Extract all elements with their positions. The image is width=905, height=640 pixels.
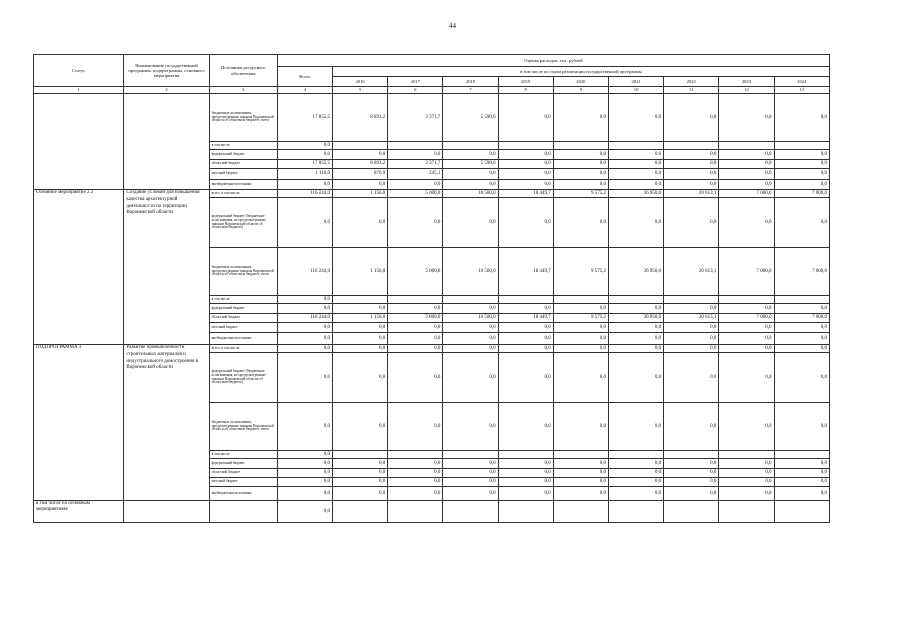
amount-cell: 0,0	[277, 487, 332, 501]
block-name	[124, 94, 209, 190]
amount-cell: 0,0	[553, 403, 608, 451]
amount-cell: 0,0	[553, 150, 608, 160]
amount-cell: 0,0	[774, 323, 829, 333]
amount-cell: 0,0	[608, 469, 663, 478]
amount-cell: 0,0	[553, 353, 608, 403]
amount-cell: 0,0	[277, 180, 332, 190]
amount-cell: 5 000,0	[388, 190, 443, 198]
amount-cell: 0,0	[443, 353, 498, 403]
amount-cell: 0,0	[774, 304, 829, 314]
amount-cell	[553, 501, 608, 523]
amount-cell	[388, 501, 443, 523]
amount-cell: 20 613,1	[664, 190, 719, 198]
amount-cell: 0,0	[388, 469, 443, 478]
funding-source: в том числе:	[209, 142, 277, 150]
funding-source: внебюджетные источники	[209, 180, 277, 190]
amount-cell: 1 156,0	[333, 190, 388, 198]
amount-cell: 0,0	[774, 487, 829, 501]
amount-cell: 10 500,0	[443, 190, 498, 198]
amount-cell: 0,0	[719, 323, 774, 333]
amount-cell: 0,0	[443, 198, 498, 248]
amount-cell	[388, 142, 443, 150]
amount-cell: 0,0	[277, 345, 332, 353]
header-column-number: 2	[124, 87, 209, 94]
amount-cell	[498, 142, 553, 150]
amount-cell: 0,0	[719, 478, 774, 487]
amount-cell: 0,0	[333, 478, 388, 487]
amount-cell: 0,0	[608, 150, 663, 160]
amount-cell: 0,0	[774, 160, 829, 169]
header-year: 2020	[553, 77, 608, 87]
amount-cell: 9 575,2	[553, 314, 608, 323]
amount-cell: 17 855,5	[277, 160, 332, 169]
amount-cell: 0,0	[388, 323, 443, 333]
funding-source: внебюджетные источники	[209, 487, 277, 501]
amount-cell	[553, 296, 608, 304]
amount-cell: 0,0	[277, 353, 332, 403]
amount-cell: 0,0	[719, 169, 774, 180]
amount-cell: 0,0	[498, 478, 553, 487]
amount-cell: 1 156,0	[333, 314, 388, 323]
header-column-number: 5	[333, 87, 388, 94]
amount-cell: 9 575,2	[553, 190, 608, 198]
amount-cell: 0,0	[553, 160, 608, 169]
amount-cell: 0,0	[498, 333, 553, 345]
amount-cell: 0,0	[388, 478, 443, 487]
amount-cell: 0,0	[553, 469, 608, 478]
amount-cell: 36 950,0	[608, 248, 663, 296]
page-number: 44	[449, 22, 456, 30]
amount-cell: 0,0	[664, 478, 719, 487]
amount-cell: 0,0	[719, 94, 774, 142]
amount-cell: 0,0	[277, 150, 332, 160]
amount-cell: 0,0	[498, 180, 553, 190]
amount-cell: 0,0	[388, 333, 443, 345]
amount-cell: 18 449,7	[498, 314, 553, 323]
amount-cell	[553, 142, 608, 150]
amount-cell	[719, 142, 774, 150]
expenses-table	[33, 54, 830, 523]
amount-cell: 0,0	[277, 469, 332, 478]
amount-cell: 0,0	[388, 345, 443, 353]
funding-source: в том числе:	[209, 296, 277, 304]
amount-cell: 0,0	[664, 403, 719, 451]
amount-cell	[498, 501, 553, 523]
amount-cell: 7 000,0	[719, 248, 774, 296]
amount-cell: 0,0	[774, 94, 829, 142]
amount-cell: 0,0	[774, 353, 829, 403]
amount-cell: 0,0	[553, 459, 608, 469]
amount-cell: 0,0	[608, 323, 663, 333]
amount-cell: 8 893,2	[333, 94, 388, 142]
amount-cell	[719, 501, 774, 523]
amount-cell: 0,0	[443, 333, 498, 345]
amount-cell: 0,0	[388, 198, 443, 248]
amount-cell: 18 449,7	[498, 248, 553, 296]
amount-cell: 0,0	[553, 180, 608, 190]
amount-cell	[443, 501, 498, 523]
amount-cell: 0,0	[608, 304, 663, 314]
amount-cell: 0,0	[608, 198, 663, 248]
header-column-number: 10	[608, 87, 663, 94]
header-column-number: 3	[209, 87, 277, 94]
amount-cell	[664, 501, 719, 523]
amount-cell: 0,0	[719, 160, 774, 169]
amount-cell: 0,0	[443, 304, 498, 314]
amount-cell: 0,0	[719, 198, 774, 248]
header-column-number: 7	[443, 87, 498, 94]
amount-cell: 0,0	[608, 487, 663, 501]
amount-cell: 0,0	[774, 180, 829, 190]
amount-cell: 0,0	[443, 478, 498, 487]
amount-cell: 0,0	[774, 459, 829, 469]
amount-cell: 0,0	[664, 150, 719, 160]
amount-cell	[774, 501, 829, 523]
amount-cell	[498, 296, 553, 304]
amount-cell: 0,0	[498, 304, 553, 314]
funding-source: федеральный бюджет (бюджетные ассигнования, не предусмотренные законом Воронежской области об областном бюджете)	[209, 198, 277, 248]
amount-cell	[443, 451, 498, 459]
amount-cell: 116 244,0	[277, 190, 332, 198]
amount-cell: 0,0	[443, 150, 498, 160]
amount-cell: 0,0	[333, 403, 388, 451]
amount-cell: 0,0	[664, 169, 719, 180]
amount-cell: 3 371,7	[388, 94, 443, 142]
header-name: Наименование государственной программы, подпрограммы, основного мероприятия	[124, 55, 209, 87]
header-year: 2024	[774, 77, 829, 87]
amount-cell: 0,0	[553, 94, 608, 142]
amount-cell: 0,0	[719, 304, 774, 314]
amount-cell: 0,0	[664, 160, 719, 169]
amount-cell: 0,0	[277, 142, 332, 150]
header-column-number: 13	[774, 87, 829, 94]
amount-cell: 7 000,0	[719, 314, 774, 323]
amount-cell	[719, 451, 774, 459]
amount-cell	[553, 451, 608, 459]
amount-cell: 0,0	[719, 487, 774, 501]
amount-cell: 10 500,0	[443, 314, 498, 323]
amount-cell: 0,0	[443, 180, 498, 190]
funding-source: бюджетные ассигнования, предусмотренные законом Воронежской области об областном бюджете, всего	[209, 248, 277, 296]
amount-cell: 116 244,0	[277, 248, 332, 296]
amount-cell: 0,0	[719, 459, 774, 469]
table-row	[34, 501, 830, 523]
amount-cell: 5 000,0	[388, 248, 443, 296]
amount-cell: 0,0	[333, 333, 388, 345]
amount-cell: 0,0	[443, 345, 498, 353]
amount-cell: 0,0	[498, 150, 553, 160]
header-column-number: 1	[34, 87, 124, 94]
amount-cell: 0,0	[719, 345, 774, 353]
header-estimate: Оценка расходов, тыс. рублей	[277, 55, 829, 67]
amount-cell: 0,0	[277, 323, 332, 333]
amount-cell: 17 855,5	[277, 94, 332, 142]
amount-cell	[333, 296, 388, 304]
funding-source: областной бюджет	[209, 469, 277, 478]
amount-cell: 0,0	[774, 403, 829, 451]
amount-cell: 0,0	[388, 353, 443, 403]
amount-cell: 0,0	[664, 94, 719, 142]
amount-cell: 0,0	[277, 198, 332, 248]
amount-cell: 0,0	[498, 353, 553, 403]
amount-cell: 7 000,0	[719, 190, 774, 198]
amount-cell: 7 000,0	[774, 314, 829, 323]
amount-cell: 0,0	[719, 353, 774, 403]
amount-cell: 0,0	[333, 150, 388, 160]
amount-cell	[664, 296, 719, 304]
amount-cell: 0,0	[443, 469, 498, 478]
amount-cell	[498, 451, 553, 459]
amount-cell: 245,1	[388, 169, 443, 180]
amount-cell: 0,0	[553, 198, 608, 248]
amount-cell: 0,0	[553, 333, 608, 345]
block-name	[124, 501, 209, 523]
header-column-number: 4	[277, 87, 332, 94]
amount-cell: 3 371,7	[388, 160, 443, 169]
amount-cell: 0,0	[333, 345, 388, 353]
amount-cell: 870,9	[333, 169, 388, 180]
block-name: Развитие промышленности строительных материалов и индустриального домостроения в Воронежской области	[124, 345, 209, 501]
header-year: 2021	[608, 77, 663, 87]
funding-source: бюджетные ассигнования, предусмотренные законом Воронежской области об областном бюджете, всего	[209, 94, 277, 142]
amount-cell: 0,0	[498, 198, 553, 248]
amount-cell: 0,0	[388, 459, 443, 469]
amount-cell: 0,0	[498, 459, 553, 469]
funding-source: всего, в том числе:	[209, 345, 277, 353]
amount-cell: 0,0	[774, 333, 829, 345]
header-year: 2017	[388, 77, 443, 87]
amount-cell: 0,0	[388, 304, 443, 314]
amount-cell: 0,0	[388, 403, 443, 451]
amount-cell: 0,0	[719, 180, 774, 190]
amount-cell: 0,0	[443, 459, 498, 469]
amount-cell: 0,0	[277, 296, 332, 304]
amount-cell: 0,0	[498, 487, 553, 501]
amount-cell: 0,0	[608, 333, 663, 345]
amount-cell: 9 575,2	[553, 248, 608, 296]
amount-cell: 5 000,0	[388, 314, 443, 323]
amount-cell: 0,0	[498, 160, 553, 169]
header-column-number: 8	[498, 87, 553, 94]
funding-source	[209, 501, 277, 523]
amount-cell: 0,0	[277, 459, 332, 469]
amount-cell: 0,0	[774, 169, 829, 180]
amount-cell: 5 590,6	[443, 160, 498, 169]
amount-cell: 0,0	[277, 451, 332, 459]
funding-source: всего, в том числе:	[209, 190, 277, 198]
amount-cell: 0,0	[388, 180, 443, 190]
funding-source: местный бюджет	[209, 323, 277, 333]
funding-source: федеральный бюджет	[209, 304, 277, 314]
amount-cell	[333, 142, 388, 150]
amount-cell: 0,0	[664, 333, 719, 345]
funding-source: бюджетные ассигнования, предусмотренные законом Воронежской области об областном бюджете, всего	[209, 403, 277, 451]
amount-cell: 0,0	[333, 198, 388, 248]
header-column-number: 11	[664, 87, 719, 94]
amount-cell	[664, 142, 719, 150]
header-year: 2018	[443, 77, 498, 87]
amount-cell: 36 950,0	[608, 190, 663, 198]
header-column-number: 6	[388, 87, 443, 94]
amount-cell: 0,0	[608, 478, 663, 487]
amount-cell: 18 449,7	[498, 190, 553, 198]
amount-cell	[664, 451, 719, 459]
amount-cell: 0,0	[719, 403, 774, 451]
amount-cell	[388, 451, 443, 459]
amount-cell: 0,0	[608, 180, 663, 190]
amount-cell	[333, 501, 388, 523]
amount-cell	[774, 451, 829, 459]
block-status: в том числе по основным мероприятиям:	[34, 501, 124, 523]
block-name: Создание условий для повышения качества архитектурной деятельности на территории Воронежской области	[124, 190, 209, 345]
funding-source: областной бюджет	[209, 160, 277, 169]
amount-cell: 0,0	[333, 353, 388, 403]
amount-cell	[608, 451, 663, 459]
block-status	[34, 94, 124, 190]
block-status: ПОДПРОГРАММА 3	[34, 345, 124, 501]
amount-cell	[608, 142, 663, 150]
amount-cell: 0,0	[664, 345, 719, 353]
amount-cell: 7 000,0	[774, 248, 829, 296]
header-by-years: в том числе по годам реализации государственной программы	[333, 67, 830, 77]
funding-source: федеральный бюджет	[209, 459, 277, 469]
amount-cell: 0,0	[774, 469, 829, 478]
amount-cell: 0,0	[664, 353, 719, 403]
amount-cell: 0,0	[333, 469, 388, 478]
amount-cell: 1 116,0	[277, 169, 332, 180]
header-colnum-row	[34, 87, 830, 94]
amount-cell	[608, 296, 663, 304]
amount-cell: 20 613,1	[664, 314, 719, 323]
amount-cell	[443, 296, 498, 304]
amount-cell: 0,0	[774, 198, 829, 248]
amount-cell	[443, 142, 498, 150]
amount-cell: 10 500,0	[443, 248, 498, 296]
amount-cell: 0,0	[553, 345, 608, 353]
amount-cell: 0,0	[333, 459, 388, 469]
amount-cell	[608, 501, 663, 523]
header-column-number: 9	[553, 87, 608, 94]
amount-cell: 0,0	[333, 180, 388, 190]
funding-source: местный бюджет	[209, 169, 277, 180]
amount-cell: 0,0	[388, 487, 443, 501]
block-status: Основное мероприятие 2.3	[34, 190, 124, 345]
amount-cell: 0,0	[608, 160, 663, 169]
amount-cell: 0,0	[664, 469, 719, 478]
amount-cell: 0,0	[608, 353, 663, 403]
amount-cell: 0,0	[498, 94, 553, 142]
amount-cell: 0,0	[664, 198, 719, 248]
amount-cell: 0,0	[277, 304, 332, 314]
amount-cell: 0,0	[719, 333, 774, 345]
amount-cell: 0,0	[608, 345, 663, 353]
amount-cell: 0,0	[388, 150, 443, 160]
table-row	[34, 94, 830, 142]
amount-cell: 0,0	[443, 169, 498, 180]
amount-cell: 7 000,0	[774, 190, 829, 198]
amount-cell: 0,0	[774, 345, 829, 353]
amount-cell: 0,0	[333, 323, 388, 333]
amount-cell: 0,0	[664, 180, 719, 190]
funding-source: внебюджетные источники	[209, 333, 277, 345]
amount-cell: 0,0	[608, 403, 663, 451]
header-status: Статус	[34, 55, 124, 87]
amount-cell: 0,0	[498, 345, 553, 353]
amount-cell: 0,0	[277, 403, 332, 451]
amount-cell: 0,0	[608, 169, 663, 180]
amount-cell: 0,0	[608, 459, 663, 469]
amount-cell: 0,0	[277, 478, 332, 487]
header-year: 2022	[664, 77, 719, 87]
amount-cell	[719, 296, 774, 304]
header-source: Источники ресурсного обеспечения	[209, 55, 277, 87]
header-year: 2016	[333, 77, 388, 87]
header-column-number: 12	[719, 87, 774, 94]
amount-cell: 0,0	[443, 323, 498, 333]
amount-cell: 20 613,1	[664, 248, 719, 296]
amount-cell: 116 244,0	[277, 314, 332, 323]
amount-cell: 0,0	[553, 478, 608, 487]
amount-cell: 0,0	[719, 150, 774, 160]
amount-cell: 0,0	[498, 323, 553, 333]
amount-cell: 0,0	[277, 333, 332, 345]
amount-cell: 0,0	[333, 487, 388, 501]
amount-cell	[388, 296, 443, 304]
amount-cell: 0,0	[664, 323, 719, 333]
amount-cell: 0,0	[333, 304, 388, 314]
amount-cell: 0,0	[664, 304, 719, 314]
funding-source: федеральный бюджет (бюджетные ассигнования, не предусмотренные законом Воронежской области об областном бюджете)	[209, 353, 277, 403]
amount-cell: 0,0	[498, 169, 553, 180]
amount-cell: 0,0	[553, 323, 608, 333]
amount-cell	[333, 451, 388, 459]
header-year: 2023	[719, 77, 774, 87]
amount-cell: 0,0	[608, 94, 663, 142]
funding-source: федеральный бюджет	[209, 150, 277, 160]
table-row	[34, 190, 830, 198]
amount-cell: 0,0	[774, 150, 829, 160]
amount-cell: 0,0	[443, 403, 498, 451]
amount-cell: 0,0	[443, 487, 498, 501]
amount-cell: 0,0	[664, 459, 719, 469]
amount-cell: 0,0	[553, 487, 608, 501]
funding-source: в том числе:	[209, 451, 277, 459]
amount-cell: 5 590,6	[443, 94, 498, 142]
amount-cell: 0,0	[553, 304, 608, 314]
amount-cell: 0,0	[719, 469, 774, 478]
amount-cell	[774, 142, 829, 150]
amount-cell: 0,0	[498, 403, 553, 451]
amount-cell: 1 156,0	[333, 248, 388, 296]
amount-cell: 0,0	[664, 487, 719, 501]
funding-source: областной бюджет	[209, 314, 277, 323]
amount-cell: 0,0	[774, 478, 829, 487]
funding-source: местный бюджет	[209, 478, 277, 487]
table-row	[34, 345, 830, 353]
amount-cell: 0,0	[277, 501, 332, 523]
amount-cell: 8 893,2	[333, 160, 388, 169]
amount-cell	[774, 296, 829, 304]
amount-cell: 0,0	[498, 469, 553, 478]
header-total: Всего	[277, 67, 332, 87]
header-year: 2019	[498, 77, 553, 87]
amount-cell: 0,0	[553, 169, 608, 180]
amount-cell: 36 950,0	[608, 314, 663, 323]
